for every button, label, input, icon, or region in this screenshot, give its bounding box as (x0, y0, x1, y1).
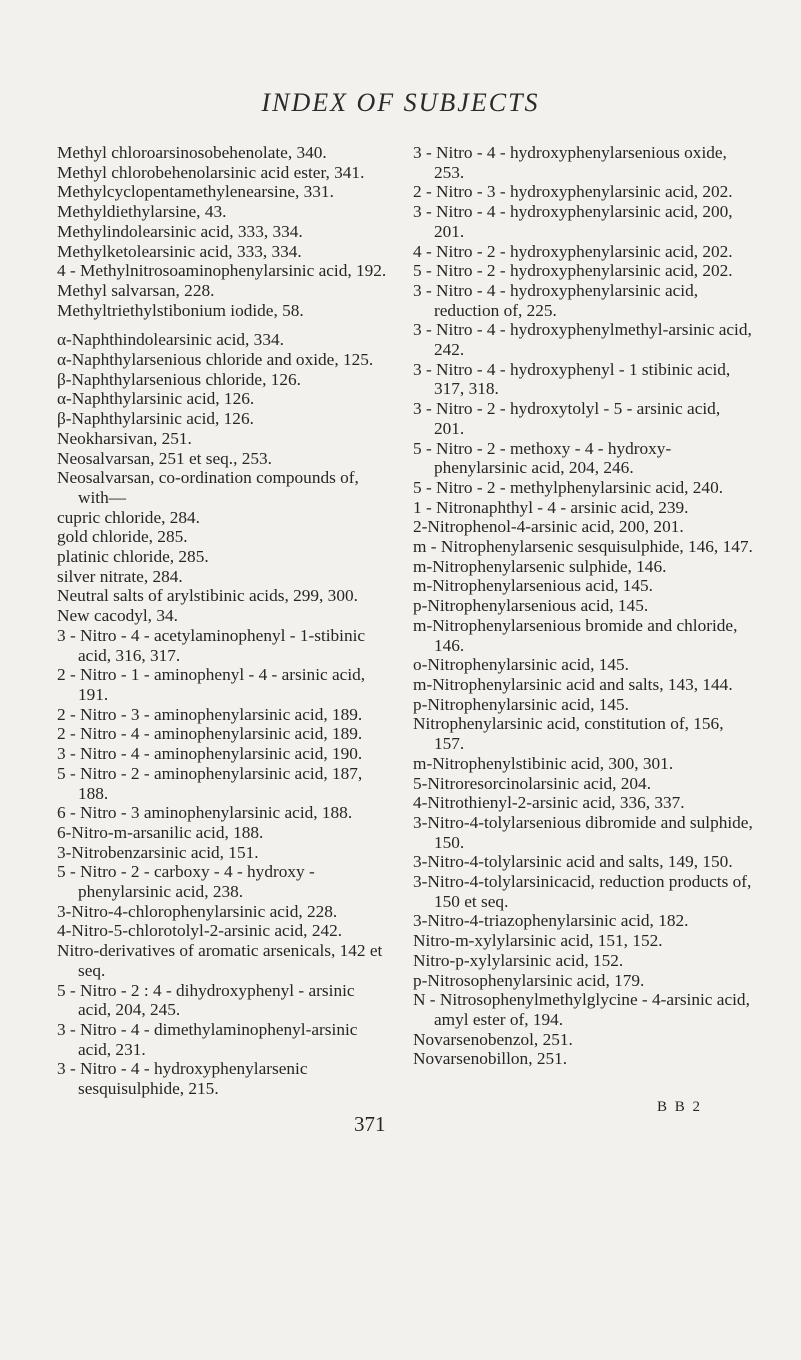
index-entry: α-Naphthylarsenious chloride and oxide, 125. (57, 350, 374, 370)
index-entry: cupric chloride, 284. (57, 507, 201, 527)
index-column-left (57, 143, 390, 1099)
index-entry: 3 - Nitro - 4 - hydroxyphenylmethyl-arsinic acid, 242. (413, 320, 752, 360)
index-entry: 3 - Nitro - 4 - acetylaminophenyl - 1-stibinic acid, 316, 317. (57, 625, 366, 665)
index-entry: 3 - Nitro - 4 - aminophenylarsinic acid, 190. (57, 744, 363, 764)
index-entry: β-Naphthylarsinic acid, 126. (57, 409, 254, 429)
index-entry: α-Naphthindolearsinic acid, 334. (57, 330, 284, 350)
index-entry: 5 - Nitro - 2 : 4 - dihydroxyphenyl - arsinic acid, 204, 245. (57, 980, 355, 1020)
index-entry: 6 - Nitro - 3 aminophenylarsinic acid, 188. (57, 803, 353, 823)
index-entry: Novarsenobillon, 251. (413, 1049, 568, 1069)
index-entry: 2 - Nitro - 4 - aminophenylarsinic acid, 189. (57, 724, 363, 744)
index-entry: m-Nitrophenylarsinic acid and salts, 143, 144. (413, 674, 733, 694)
index-entry: New cacodyl, 34. (57, 606, 178, 626)
index-entry: 3 - Nitro - 4 - hydroxyphenylarsenious oxide, 253. (413, 143, 727, 182)
index-column-right (413, 143, 754, 1069)
index-entry: 4 - Methylnitrosoaminophenylarsinic acid, 192. (57, 261, 387, 281)
index-entry: 4-Nitrothienyl-2-arsinic acid, 336, 337. (413, 793, 685, 813)
index-entry: gold chloride, 285. (57, 527, 188, 547)
index-entry: 3 - Nitro - 4 - hydroxyphenyl - 1 stibinic acid, 317, 318. (413, 359, 731, 399)
section-gap (57, 320, 390, 330)
index-entry: 5 - Nitro - 2 - aminophenylarsinic acid, 187, 188. (57, 763, 363, 803)
index-entry: 3 - Nitro - 2 - hydroxytolyl - 5 - arsinic acid, 201. (413, 399, 721, 438)
index-entry: Neokharsivan, 251. (57, 428, 192, 448)
index-entry: Nitro-p-xylylarsinic acid, 152. (413, 950, 624, 970)
index-entry: Neutral salts of arylstibinic acids, 299, 300. (57, 586, 358, 606)
index-entry: 5 - Nitro - 2 - carboxy - 4 - hydroxy - phenylarsinic acid, 238. (57, 862, 315, 902)
running-header: INDEX OF SUBJECTS (261, 88, 540, 117)
index-entry: Novarsenobenzol, 251. (413, 1029, 573, 1049)
index-entry: 3 - Nitro - 4 - hydroxyphenylarsenic sesquisulphide, 215. (57, 1059, 308, 1099)
index-entry: Nitro-m-xylylarsinic acid, 151, 152. (413, 931, 663, 951)
index-entry: N - Nitrosophenylmethylglycine - 4-arsinic acid, amyl ester of, 194. (413, 990, 750, 1029)
index-entry: p-Nitrophenylarsinic acid, 145. (413, 694, 629, 714)
index-entry: 6-Nitro-m-arsanilic acid, 188. (57, 822, 264, 842)
index-entry: 3 - Nitro - 4 - hydroxyphenylarsinic acid, 200, 201. (413, 202, 733, 241)
page-number: 371 (354, 1112, 386, 1136)
index-entry: 3-Nitro-4-triazophenylarsinic acid, 182. (413, 911, 689, 931)
index-entry: Methyl salvarsan, 228. (57, 280, 215, 300)
index-entry: 5-Nitroresorcinolarsinic acid, 204. (413, 773, 652, 793)
index-entry: β-Naphthylarsenious chloride, 126. (57, 369, 301, 389)
index-entry: 5 - Nitro - 2 - methylphenylarsinic acid, 240. (413, 477, 724, 497)
index-entry: 4-Nitro-5-chlorotolyl-2-arsinic acid, 242. (57, 921, 343, 941)
index-entry: o-Nitrophenylarsinic acid, 145. (413, 655, 629, 675)
index-entry: 5 - Nitro - 2 - hydroxyphenylarsinic acid, 202. (413, 261, 733, 281)
index-entry: 2 - Nitro - 1 - aminophenyl - 4 - arsinic acid, 191. (57, 665, 366, 704)
index-entry: Methyl chlorobehenolarsinic acid ester, 341. (57, 162, 365, 182)
index-entry: 3-Nitro-4-chlorophenylarsinic acid, 228. (57, 901, 338, 921)
index-entry: 3 - Nitro - 4 - hydroxyphenylarsinic acid, reduction of, 225. (413, 280, 699, 320)
index-entry: Methylindolearsinic acid, 333, 334. (57, 221, 303, 241)
index-entry: 5 - Nitro - 2 - methoxy - 4 - hydroxy-phenylarsinic acid, 204, 246. (413, 438, 672, 478)
index-entry: 4 - Nitro - 2 - hydroxyphenylarsinic acid, 202. (413, 241, 733, 261)
index-entry: Methyl chloroarsinosobehenolate, 340. (57, 143, 327, 162)
index-entry: Methylketolearsinic acid, 333, 334. (57, 241, 302, 261)
index-entry: m-Nitrophenylstibinic acid, 300, 301. (413, 753, 674, 773)
index-entry: 2 - Nitro - 3 - hydroxyphenylarsinic acid, 202. (413, 182, 733, 202)
index-entry: 1 - Nitronaphthyl - 4 - arsinic acid, 239. (413, 497, 689, 517)
index-entry: m-Nitrophenylarsenious bromide and chloride, 146. (413, 615, 738, 655)
index-entry: 2-Nitrophenol-4-arsinic acid, 200, 201. (413, 517, 684, 537)
index-entry: Nitro-derivatives of aromatic arsenicals, 142 et seq. (57, 941, 383, 980)
index-entry: Methylcyclopentamethylenearsine, 331. (57, 182, 334, 202)
index-entry: 3 - Nitro - 4 - dimethylaminophenyl-arsinic acid, 231. (57, 1019, 358, 1059)
index-entry: 3-Nitro-4-tolylarsinicacid, reduction products of, 150 et seq. (413, 872, 752, 911)
index-entry: Methyldiethylarsine, 43. (57, 202, 227, 222)
index-entry: Neosalvarsan, 251 et seq., 253. (57, 448, 273, 468)
index-entry: Methyltriethylstibonium iodide, 58. (57, 300, 304, 320)
index-entry: silver nitrate, 284. (57, 566, 183, 586)
index-entry: Neosalvarsan, co-ordination compounds of, with— (57, 468, 359, 507)
index-entry: 3-Nitro-4-tolylarsinic acid and salts, 149, 150. (413, 852, 733, 872)
index-entry: 2 - Nitro - 3 - aminophenylarsinic acid, 189. (57, 704, 363, 724)
index-entry: p-Nitrosophenylarsinic acid, 179. (413, 970, 645, 990)
index-entry: m-Nitrophenylarsenious acid, 145. (413, 576, 653, 596)
index-entry: 3-Nitrobenzarsinic acid, 151. (57, 842, 259, 862)
index-entry: p-Nitrophenylarsenious acid, 145. (413, 596, 649, 616)
index-entry: m-Nitrophenylarsenic sulphide, 146. (413, 556, 667, 576)
index-entry: platinic chloride, 285. (57, 547, 209, 567)
index-entry: α-Naphthylarsinic acid, 126. (57, 389, 255, 409)
signature-mark: B B 2 (657, 1099, 703, 1115)
index-entry: 3-Nitro-4-tolylarsenious dibromide and sulphide, 150. (413, 812, 753, 852)
index-entry: Nitrophenylarsinic acid, constitution of, 156, 157. (413, 714, 724, 754)
index-entry: m - Nitrophenylarsenic sesquisulphide, 146, 147. (413, 537, 753, 557)
